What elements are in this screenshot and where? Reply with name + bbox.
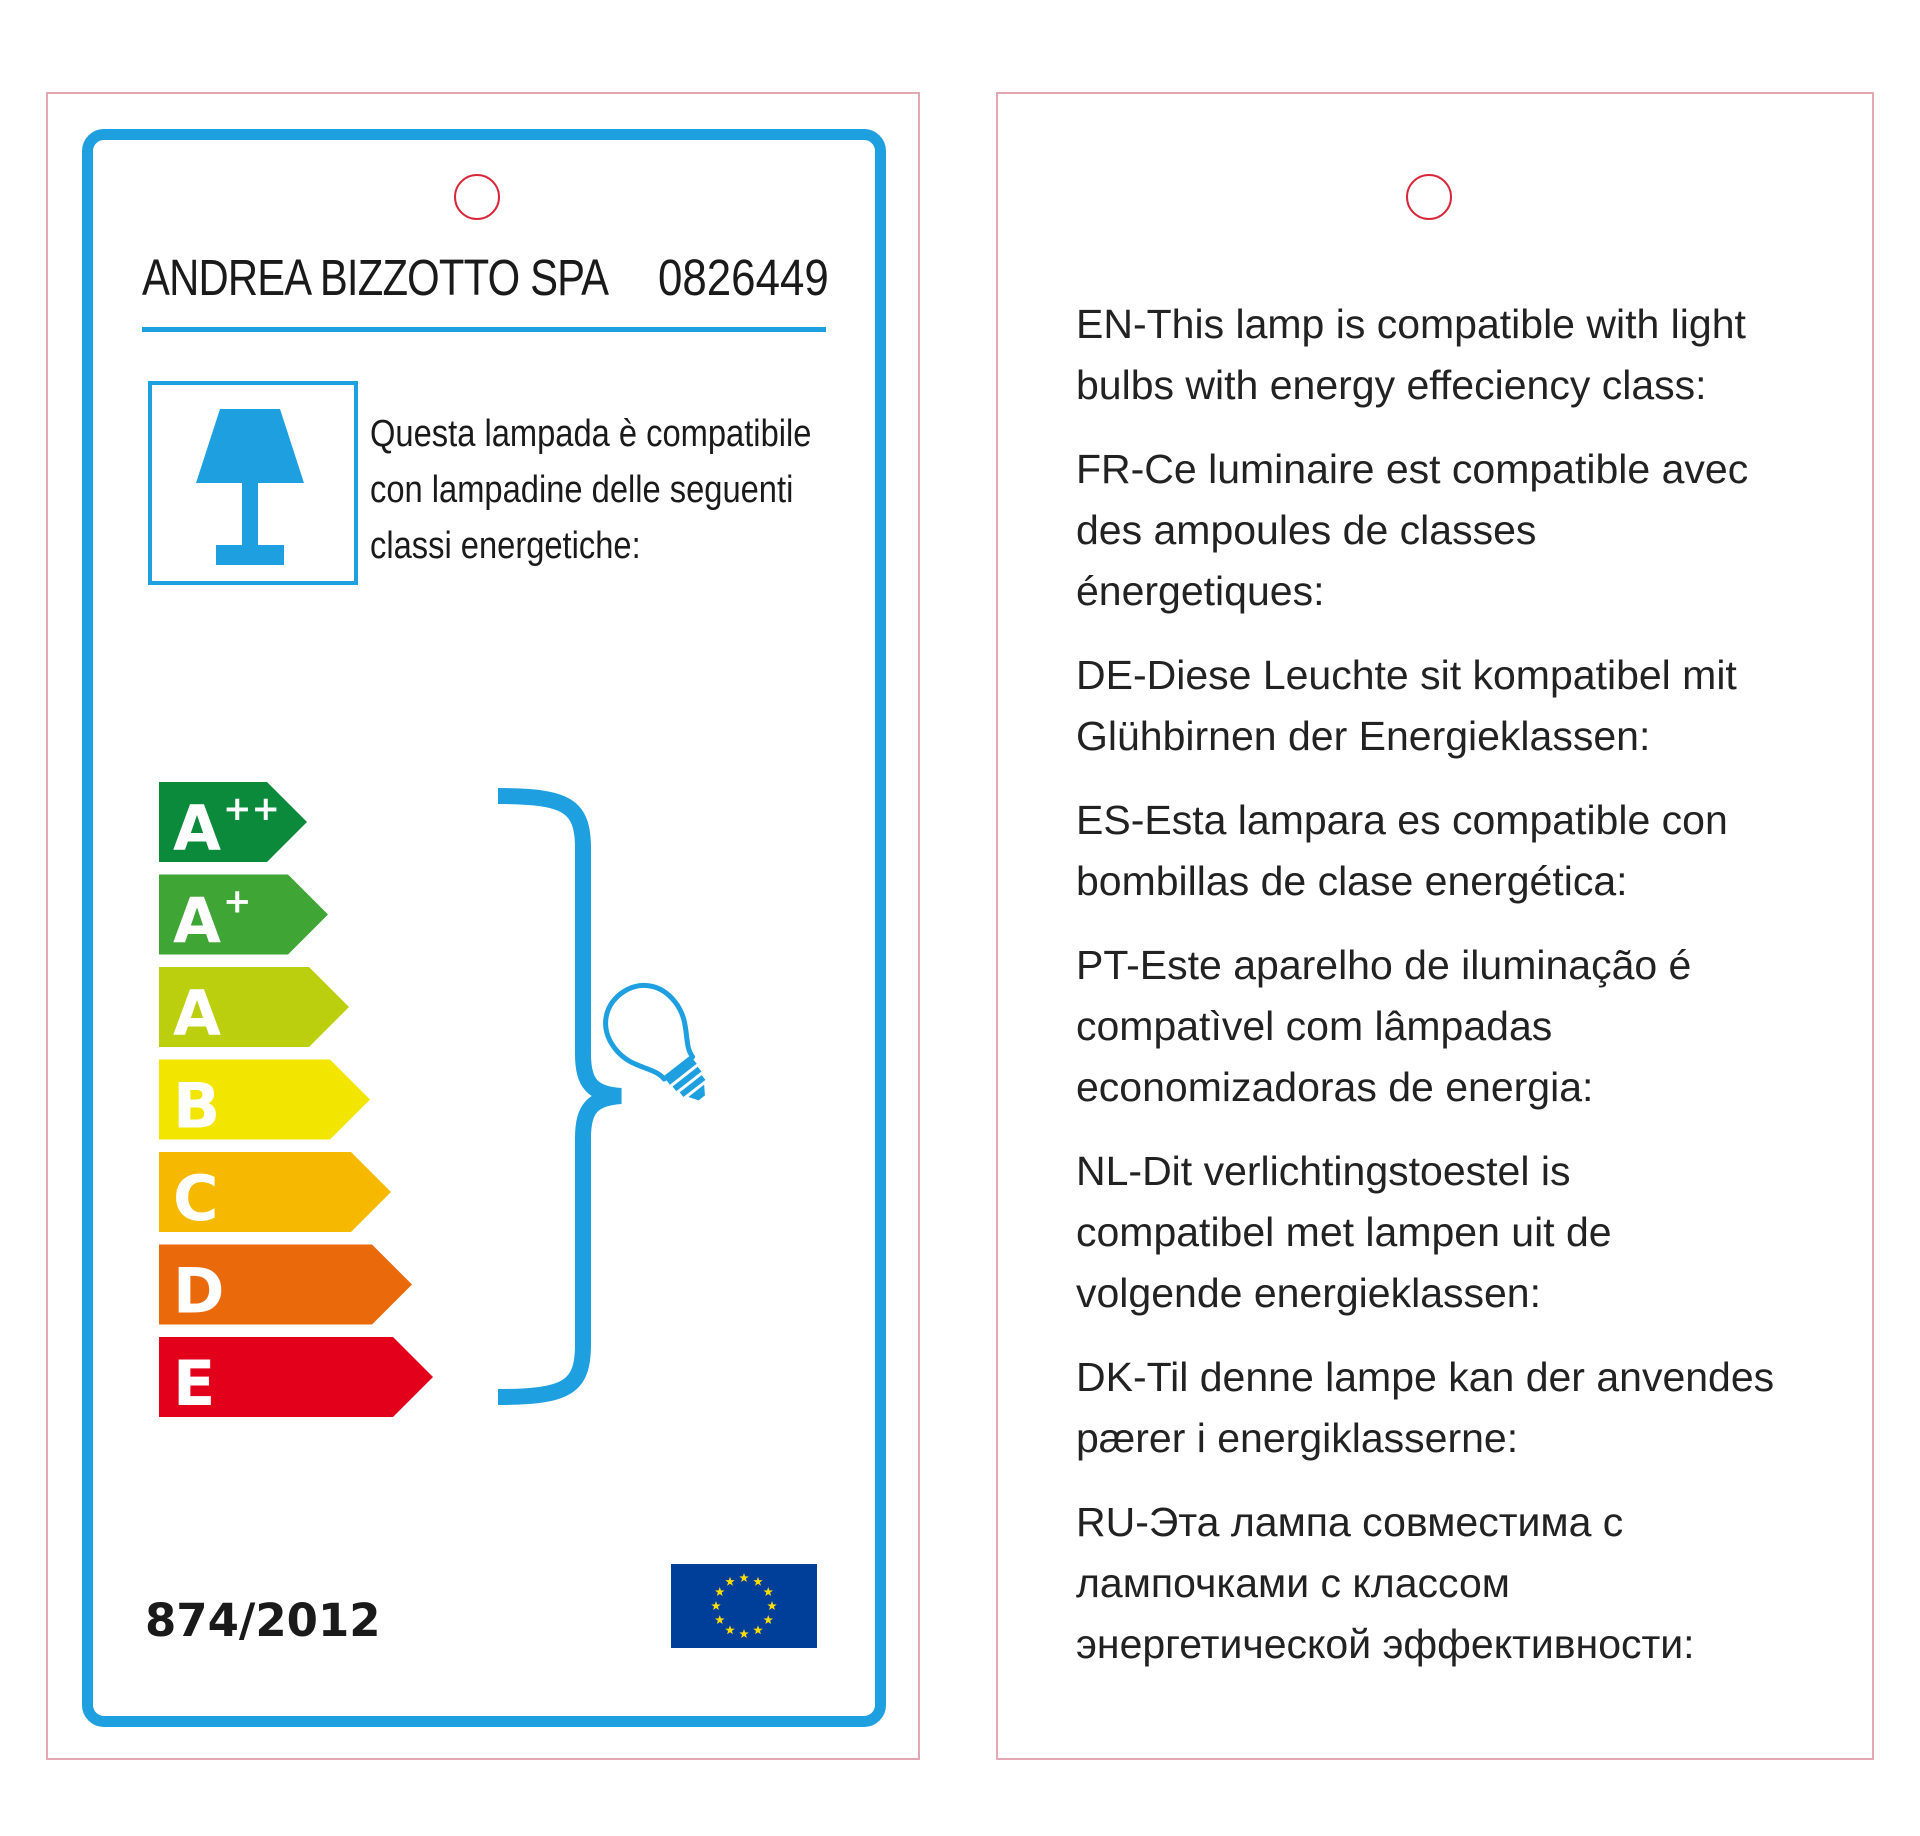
text-line: EN-This lamp is compatible with light bbox=[1076, 301, 1746, 347]
energy-class-2 bbox=[159, 875, 328, 958]
text-line: bombillas de clase energética: bbox=[1076, 858, 1628, 904]
text-line: ES-Esta lampara es compatible con bbox=[1076, 797, 1728, 843]
text-line: Glühbirnen der Energieklassen: bbox=[1076, 713, 1651, 759]
text-line: economizadoras de energia: bbox=[1076, 1064, 1594, 1110]
energy-class-6 bbox=[159, 1245, 412, 1328]
energy-class-label: A bbox=[173, 977, 221, 1050]
text-line: compatibel met lampen uit de bbox=[1076, 1209, 1612, 1255]
curly-brace bbox=[498, 796, 621, 1397]
energy-class-label: E bbox=[173, 1347, 216, 1420]
text-line: энергетической эффективности: bbox=[1076, 1621, 1695, 1667]
text-line: des ampoules de classes bbox=[1076, 507, 1537, 553]
text-line: bulbs with energy effeciency class: bbox=[1076, 362, 1707, 408]
text-line: RU-Эта лампа совместима с bbox=[1076, 1499, 1624, 1545]
lang-paragraph-fr bbox=[1076, 439, 1856, 622]
regulation-number: 874/2012 bbox=[145, 1594, 381, 1647]
text-line: Questa lampada è compatibile bbox=[370, 413, 812, 455]
back-label bbox=[996, 92, 1874, 1760]
energy-class-5 bbox=[159, 1152, 391, 1235]
text-line: con lampadine delle seguenti bbox=[370, 469, 794, 511]
energy-class-4 bbox=[159, 1060, 370, 1143]
energy-class-7 bbox=[159, 1337, 433, 1420]
energy-class-label: A+ bbox=[173, 881, 252, 958]
text-line: pærer i energiklasserne: bbox=[1076, 1415, 1519, 1461]
lang-paragraph-nl bbox=[1076, 1141, 1856, 1324]
brand-name: ANDREA BIZZOTTO SPA bbox=[142, 249, 609, 306]
lang-paragraph-pt bbox=[1076, 935, 1856, 1118]
lang-paragraph-de bbox=[1076, 645, 1856, 767]
text-line: compatìvel com lâmpadas bbox=[1076, 1003, 1553, 1049]
text-line: FR-Ce luminaire est compatible avec bbox=[1076, 446, 1749, 492]
text-line: NL-Dit verlichtingstoestel is bbox=[1076, 1148, 1571, 1194]
product-code: 0826449 bbox=[658, 249, 829, 306]
energy-class-label: B bbox=[173, 1069, 221, 1143]
text-line: лампочками с классом bbox=[1076, 1560, 1510, 1606]
text-line: DE-Diese Leuchte sit kompatibel mit bbox=[1076, 652, 1737, 698]
text-line: DK-Til denne lampe kan der anvendes bbox=[1076, 1354, 1775, 1400]
energy-class-1 bbox=[159, 782, 307, 865]
energy-class-label: D bbox=[173, 1254, 225, 1328]
energy-scale bbox=[48, 94, 922, 1762]
lang-paragraph-dk bbox=[1076, 1347, 1856, 1469]
eu-flag bbox=[671, 1564, 817, 1648]
front-label bbox=[46, 92, 920, 1760]
energy-class-label: C bbox=[173, 1162, 219, 1235]
energy-class-label: A++ bbox=[173, 789, 280, 865]
lang-paragraph-ru bbox=[1076, 1492, 1856, 1675]
text-line: énergetiques: bbox=[1076, 568, 1325, 614]
text-line: volgende energieklassen: bbox=[1076, 1270, 1541, 1316]
hang-hole bbox=[1406, 174, 1452, 220]
text-line: classi energetiche: bbox=[370, 525, 641, 567]
text-line: PT-Este aparelho de iluminação é bbox=[1076, 942, 1692, 988]
energy-class-3 bbox=[159, 967, 349, 1050]
multilingual-text bbox=[1076, 294, 1856, 1698]
lang-paragraph-en bbox=[1076, 294, 1856, 416]
energy-class-arrows bbox=[159, 782, 433, 1420]
lang-paragraph-es bbox=[1076, 790, 1856, 912]
